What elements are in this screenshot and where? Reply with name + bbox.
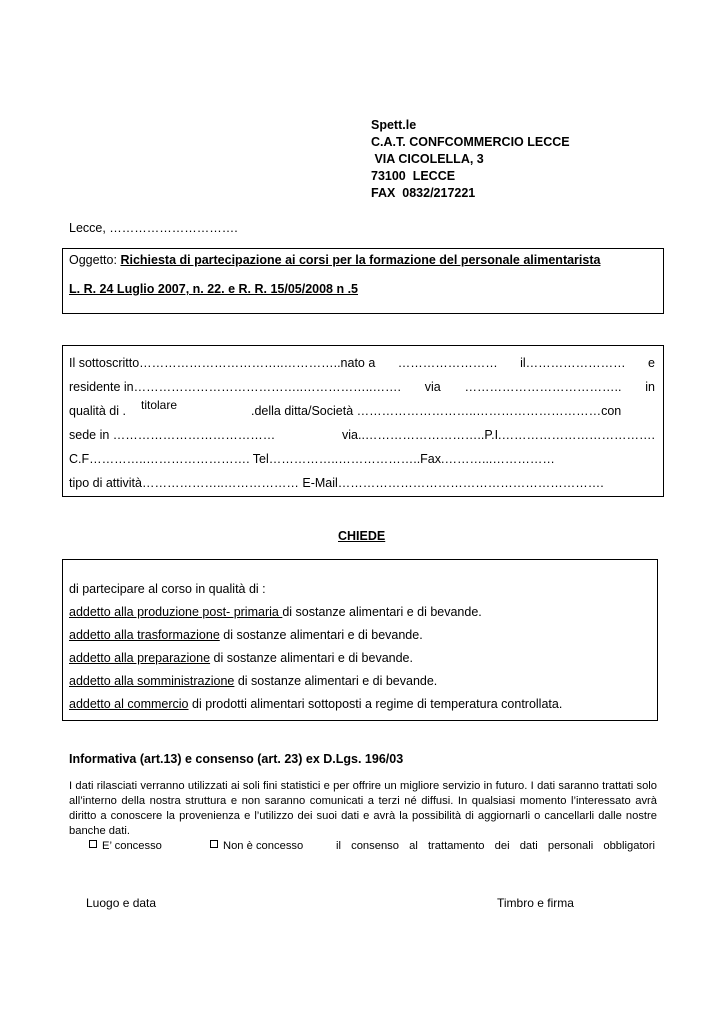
privacy-text: I dati rilasciati verranno utilizzati ai soli fini statistici e per offrire un migliore servizio in futuro. I dati saranno trattati solo all’interno della nostra struttura e non saranno comunicati a terzi né diffusi. In qualsiasi momento l’interessato avrà diritto a conoscere la provenienza e l’utilizzo dei suoi dati e avrà la possibilità di aggiornarli o cancellarli dalle nostre banche dati.	[69, 780, 657, 837]
option-role: addetto alla trasformazione	[69, 628, 220, 642]
checkbox-icon[interactable]	[89, 840, 97, 848]
details-row-role	[69, 398, 655, 421]
option-item[interactable]	[69, 674, 437, 688]
consent-yes-label: E’ concesso	[102, 840, 162, 852]
details-row-name	[69, 356, 655, 373]
option-role: addetto alla preparazione	[69, 651, 211, 665]
consent-word: dati	[519, 840, 538, 852]
subject-label: Oggetto:	[69, 253, 121, 267]
consent-word: obbligatori	[603, 840, 655, 852]
details-row-seat	[69, 428, 655, 445]
role-label: qualità di .	[69, 404, 126, 418]
option-rest: di sostanze alimentari e di bevande.	[234, 674, 438, 688]
consent-word: al	[409, 840, 418, 852]
birthdate-field[interactable]: il……………………	[520, 356, 626, 370]
option-rest: di sostanze alimentari e di bevande.	[210, 651, 413, 665]
option-rest: di sostanze alimentari e di bevande.	[219, 628, 423, 642]
applicant-details-box	[62, 345, 664, 497]
birthplace-dots: ……………………	[397, 356, 498, 370]
consent-yes-option[interactable]	[89, 840, 210, 852]
subject-law: L. R. 24 Luglio 2007, n. 22. e R. R. 15/05/2008 n .5	[69, 282, 359, 296]
seat-street-vat-field[interactable]: via..………………………..P.I.……………………………….	[342, 428, 655, 442]
options-intro: di partecipare al corso in qualità di :	[69, 582, 266, 596]
option-rest: di prodotti alimentari sottoposti a regime di temperatura controllata.	[188, 697, 563, 711]
course-options-box	[62, 559, 658, 721]
privacy-title: Informativa (art.13) e consenso (art. 23) ex D.Lgs. 196/03	[69, 752, 404, 766]
address-line: FAX 0832/217221	[371, 186, 476, 200]
option-item[interactable]	[69, 605, 482, 619]
checkbox-icon[interactable]	[210, 840, 218, 848]
subject-title: Richiesta di partecipazione ai corsi per la formazione del personale alimentarista	[120, 253, 601, 267]
option-item[interactable]	[69, 628, 423, 642]
option-role: addetto alla produzione post- primaria	[69, 605, 283, 619]
conjunction: in	[645, 380, 655, 394]
name-birthplace-field[interactable]: Il sottoscritto……………………………..…………..nato a	[69, 356, 376, 370]
subject-line	[69, 253, 600, 267]
place-date-signature-label: Luogo e data	[86, 896, 157, 910]
subject-box	[62, 248, 664, 314]
consent-text	[336, 840, 655, 852]
consent-word: consenso	[351, 840, 399, 852]
consent-row	[69, 840, 655, 852]
place-date: Lecce, ………………………….	[69, 221, 238, 235]
stamp-signature-label: Timbro e firma	[497, 896, 574, 910]
conjunction: e	[648, 356, 655, 370]
consent-word: dei	[494, 840, 510, 852]
seat-field[interactable]: sede in …………………………………	[69, 428, 276, 442]
recipient-address	[371, 117, 570, 202]
option-role: addetto al commercio	[69, 697, 189, 711]
consent-word: trattamento	[427, 840, 485, 852]
via-label: via	[424, 380, 441, 394]
residence-field[interactable]: residente in…………………………………..……………..…….	[69, 380, 401, 394]
option-rest: di sostanze alimentari e di bevande.	[282, 605, 482, 619]
details-row-activity[interactable]: tipo di attività………………..……………… E-Mail……………………………………………………….	[69, 476, 604, 490]
option-item[interactable]	[69, 697, 562, 711]
consent-no-label: Non è concesso	[223, 840, 304, 852]
consent-no-option[interactable]	[210, 840, 336, 852]
chiede-heading: CHIEDE	[338, 529, 386, 543]
residence-street-field[interactable]: ………………………………..	[464, 380, 622, 394]
address-line: C.A.T. CONFCOMMERCIO LECCE	[371, 135, 570, 149]
option-item[interactable]	[69, 651, 413, 665]
role-value[interactable]: titolare	[141, 398, 178, 412]
address-line: 73100 LECCE	[371, 169, 456, 183]
consent-word: personali	[547, 840, 594, 852]
address-line: VIA CICOLELLA, 3	[371, 152, 484, 166]
consent-word: il	[336, 840, 341, 852]
details-row-residence	[69, 380, 655, 397]
option-role: addetto alla somministrazione	[69, 674, 235, 688]
company-field[interactable]: .della ditta/Società ………………………..…………………………con	[251, 404, 622, 418]
details-row-contacts[interactable]: C.F…………..……………………. Tel……………..………………..Fax.………...……………	[69, 452, 555, 466]
address-line: Spett.le	[371, 118, 417, 132]
